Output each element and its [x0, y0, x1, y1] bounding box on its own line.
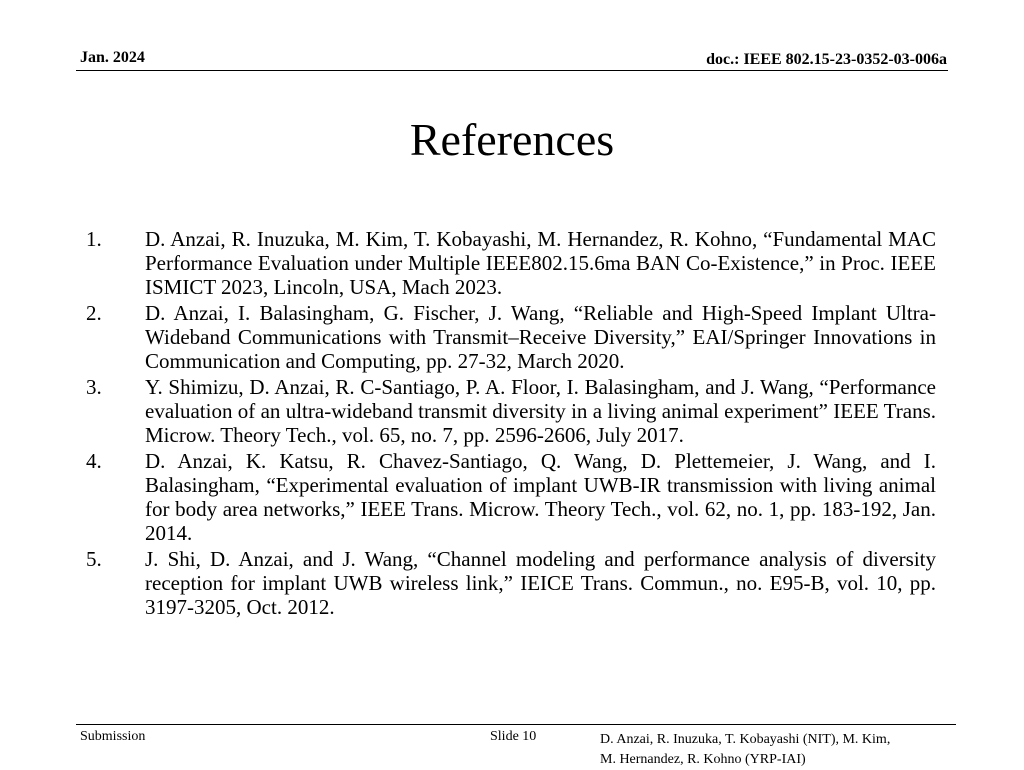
slide-title: References — [409, 114, 615, 165]
reference-number: 3. — [86, 375, 102, 399]
reference-text: D. Anzai, I. Balasingham, G. Fischer, J. Wang, “Reliable and High-Speed Implant Ultra-Wideband Communications with Transmit–Receive Diversity,” EAI/Springer Innovations in Communication and Computing, pp. 27-32, March 2020. — [145, 301, 936, 373]
reference-number: 5. — [86, 547, 102, 571]
header-divider — [76, 70, 948, 71]
footer-submission: Submission — [80, 729, 146, 744]
reference-item — [86, 227, 936, 299]
reference-number: 2. — [86, 301, 102, 325]
header-doc-id: doc.: IEEE 802.15-23-0352-03-006a — [706, 51, 947, 68]
reference-item — [86, 301, 936, 373]
reference-item — [86, 547, 936, 619]
header-date: Jan. 2024 — [80, 49, 145, 66]
reference-item — [86, 375, 936, 447]
reference-item — [86, 449, 936, 545]
footer-slide-number: Slide 10 — [490, 729, 537, 744]
reference-text: J. Shi, D. Anzai, and J. Wang, “Channel modeling and performance analysis of diversity reception for implant UWB wireless link,” IEICE Trans. Commun., no. E95-B, vol. 10, pp. 3197-3205, Oct. 2012. — [145, 547, 936, 619]
footer-divider — [76, 724, 956, 725]
reference-text: D. Anzai, R. Inuzuka, M. Kim, T. Kobayashi, M. Hernandez, R. Kohno, “Fundamental MAC Performance Evaluation under Multiple IEEE802.15.6ma BAN Co-Existence,” in Proc. IEEE ISMICT 2023, Lincoln, USA, Mach 2023. — [145, 227, 936, 299]
footer-authors — [600, 730, 960, 770]
reference-text: D. Anzai, K. Katsu, R. Chavez-Santiago, Q. Wang, D. Plettemeier, J. Wang, and I. Balasingham, “Experimental evaluation of implant UWB-IR transmission with living animal for body area networks,” IEEE Trans. Microw. Theory Tech., vol. 62, no. 1, pp. 183-192, Jan. 2014. — [145, 449, 936, 545]
reference-number: 4. — [86, 449, 102, 473]
footer-authors-line-1: D. Anzai, R. Inuzuka, T. Kobayashi (NIT), M. Kim, — [600, 732, 891, 747]
footer-authors-line-2: M. Hernandez, R. Kohno (YRP-IAI) — [600, 752, 806, 767]
reference-text: Y. Shimizu, D. Anzai, R. C-Santiago, P. A. Floor, I. Balasingham, and J. Wang, “Performance evaluation of an ultra-wideband transmit diversity in a living animal experiment” IEEE Trans. Microw. Theory Tech., vol. 65, no. 7, pp. 2596-2606, July 2017. — [145, 375, 936, 447]
reference-number: 1. — [86, 227, 102, 251]
reference-list — [86, 227, 936, 621]
